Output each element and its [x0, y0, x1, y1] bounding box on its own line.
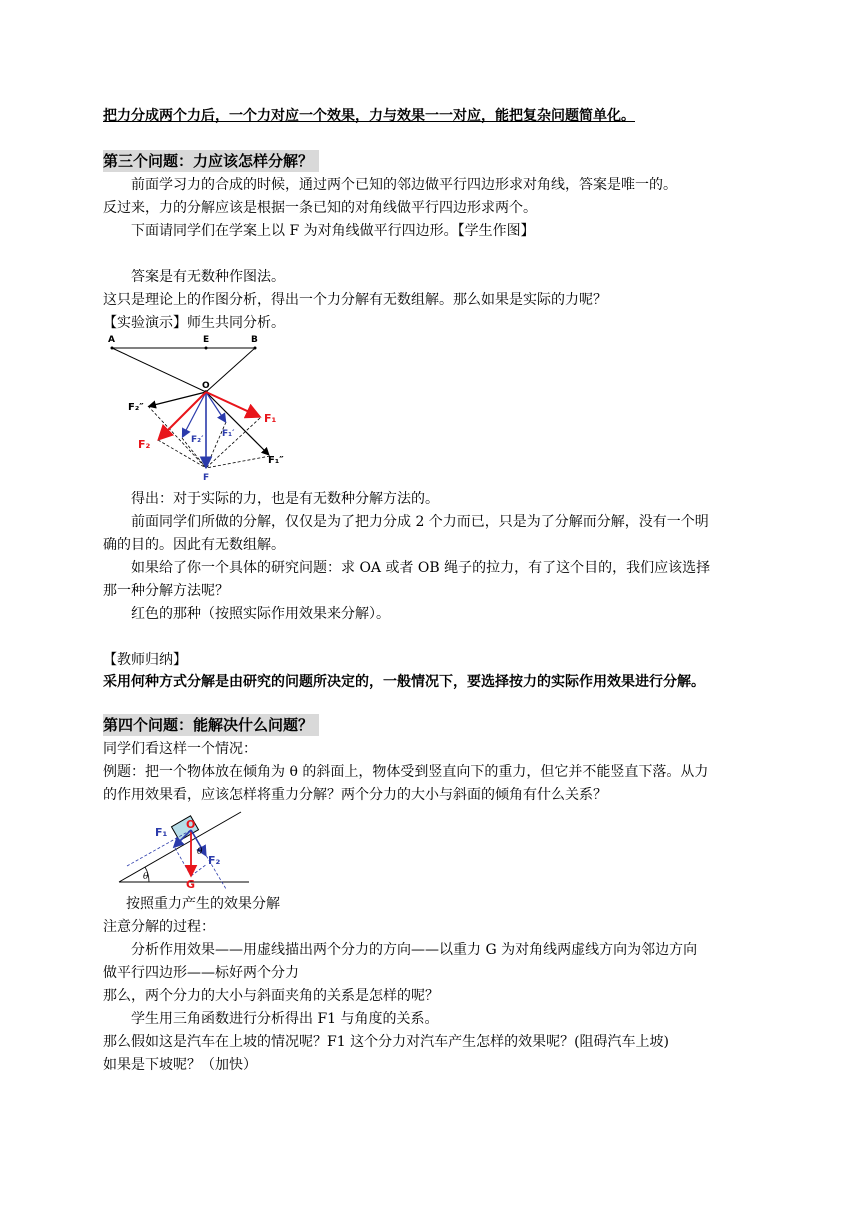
conclusion-line: 把力分成两个力后，一个力对应一个效果，力与效果一一对应，能把复杂问题简单化。: [103, 108, 635, 124]
paragraph-line: 【教师归纳】: [103, 652, 187, 668]
incline-figure: [115, 806, 255, 890]
paragraph-line: 【实验演示】师生共同分析。: [103, 315, 285, 331]
paragraph-line: 分析作用效果——用虚线描出两个分力的方向——以重力 G 为对角线两虚线方向为邻边方向: [131, 942, 698, 958]
section-heading-3: 第三个问题：力应该怎样分解？: [103, 150, 319, 172]
incline-f2-label: F₂: [208, 854, 221, 867]
paragraph-line: 红色的那种（按照实际作用效果来分解）。: [131, 606, 390, 622]
paragraph-line: 答案是有无数种作图法。: [131, 269, 285, 285]
incline-theta-label: θ: [197, 847, 203, 857]
paragraph-line: 如果给了你一个具体的研究问题：求 OA 或者 OB 绳子的拉力，有了这个目的，我们应该选择: [131, 560, 711, 576]
section-heading-4: 第四个问题：能解决什么问题？: [103, 714, 319, 736]
paragraph-line: 同学们看这样一个情况：: [103, 741, 257, 757]
paragraph-line: 前面学习力的合成的时候，通过两个已知的邻边做平行四边形求对角线，答案是唯一的。: [131, 177, 677, 193]
point-a-label: A: [108, 335, 115, 345]
point-o-label: O: [202, 381, 210, 391]
paragraph-line: 注意分解的过程：: [103, 919, 215, 935]
summary-line: 采用何种方式分解是由研究的问题所决定的，一般情况下，要选择按力的实际作用效果进行分解。: [103, 674, 705, 690]
f2-prime-label: F₂′: [191, 435, 204, 445]
paragraph-line: 反过来，力的分解应该是根据一条已知的对角线做平行四边形求两个。: [103, 200, 537, 216]
incline-o-label: O: [186, 818, 196, 831]
force-f-label: F: [203, 473, 210, 483]
paragraph-line: 前面同学们所做的分解，仅仅是为了把力分成 2 个力而已，只是为了分解而分解，没有一个明: [131, 514, 709, 530]
f1-double-prime-label: F₁″: [268, 455, 284, 466]
paragraph-line: 下面请同学们在学案上以 F 为对角线做平行四边形。【学生作图】: [131, 223, 535, 239]
paragraph-line: 这只是理论上的作图分析，得出一个力分解有无数组解。那么如果是实际的力呢？: [103, 292, 607, 308]
f1-prime-label: F₁′: [222, 429, 235, 439]
f2-double-prime-label: F₂″: [128, 402, 144, 413]
paragraph-line: 如果是下坡呢？（加快）: [103, 1057, 257, 1073]
figure-caption: 按照重力产生的效果分解: [126, 896, 280, 912]
force-decomposition-figure: [100, 330, 300, 490]
paragraph-line: 的作用效果看，应该怎样将重力分解？两个分力的大小与斜面的倾角有什么关系？: [103, 787, 607, 803]
paragraph-line: 做平行四边形——标好两个分力: [103, 965, 299, 981]
paragraph-line: 那么，两个分力的大小与斜面夹角的关系是怎样的呢？: [103, 988, 439, 1004]
paragraph-line: 那一种分解方法呢？: [103, 583, 229, 599]
paragraph-line: 学生用三角函数进行分析得出 F1 与角度的关系。: [131, 1011, 439, 1027]
f2-label: F₂: [138, 438, 151, 451]
point-b-label: B: [251, 335, 258, 345]
f1-label: F₁: [264, 412, 277, 425]
incline-f1-label: F₁: [155, 826, 168, 839]
paragraph-line: 确的目的。因此有无数组解。: [103, 537, 285, 553]
paragraph-line: 例题：把一个物体放在倾角为 θ 的斜面上，物体受到竖直向下的重力，但它并不能竖直下落。从力: [103, 764, 709, 780]
slope-theta-label: θ: [143, 872, 149, 882]
point-e-label: E: [203, 335, 210, 345]
gravity-g-label: G: [186, 878, 196, 890]
paragraph-line: 得出：对于实际的力，也是有无数种分解方法的。: [131, 491, 439, 507]
paragraph-line: 那么假如这是汽车在上坡的情况呢？F1 这个分力对汽车产生怎样的效果呢？(阻碍汽车上坡): [103, 1034, 669, 1050]
